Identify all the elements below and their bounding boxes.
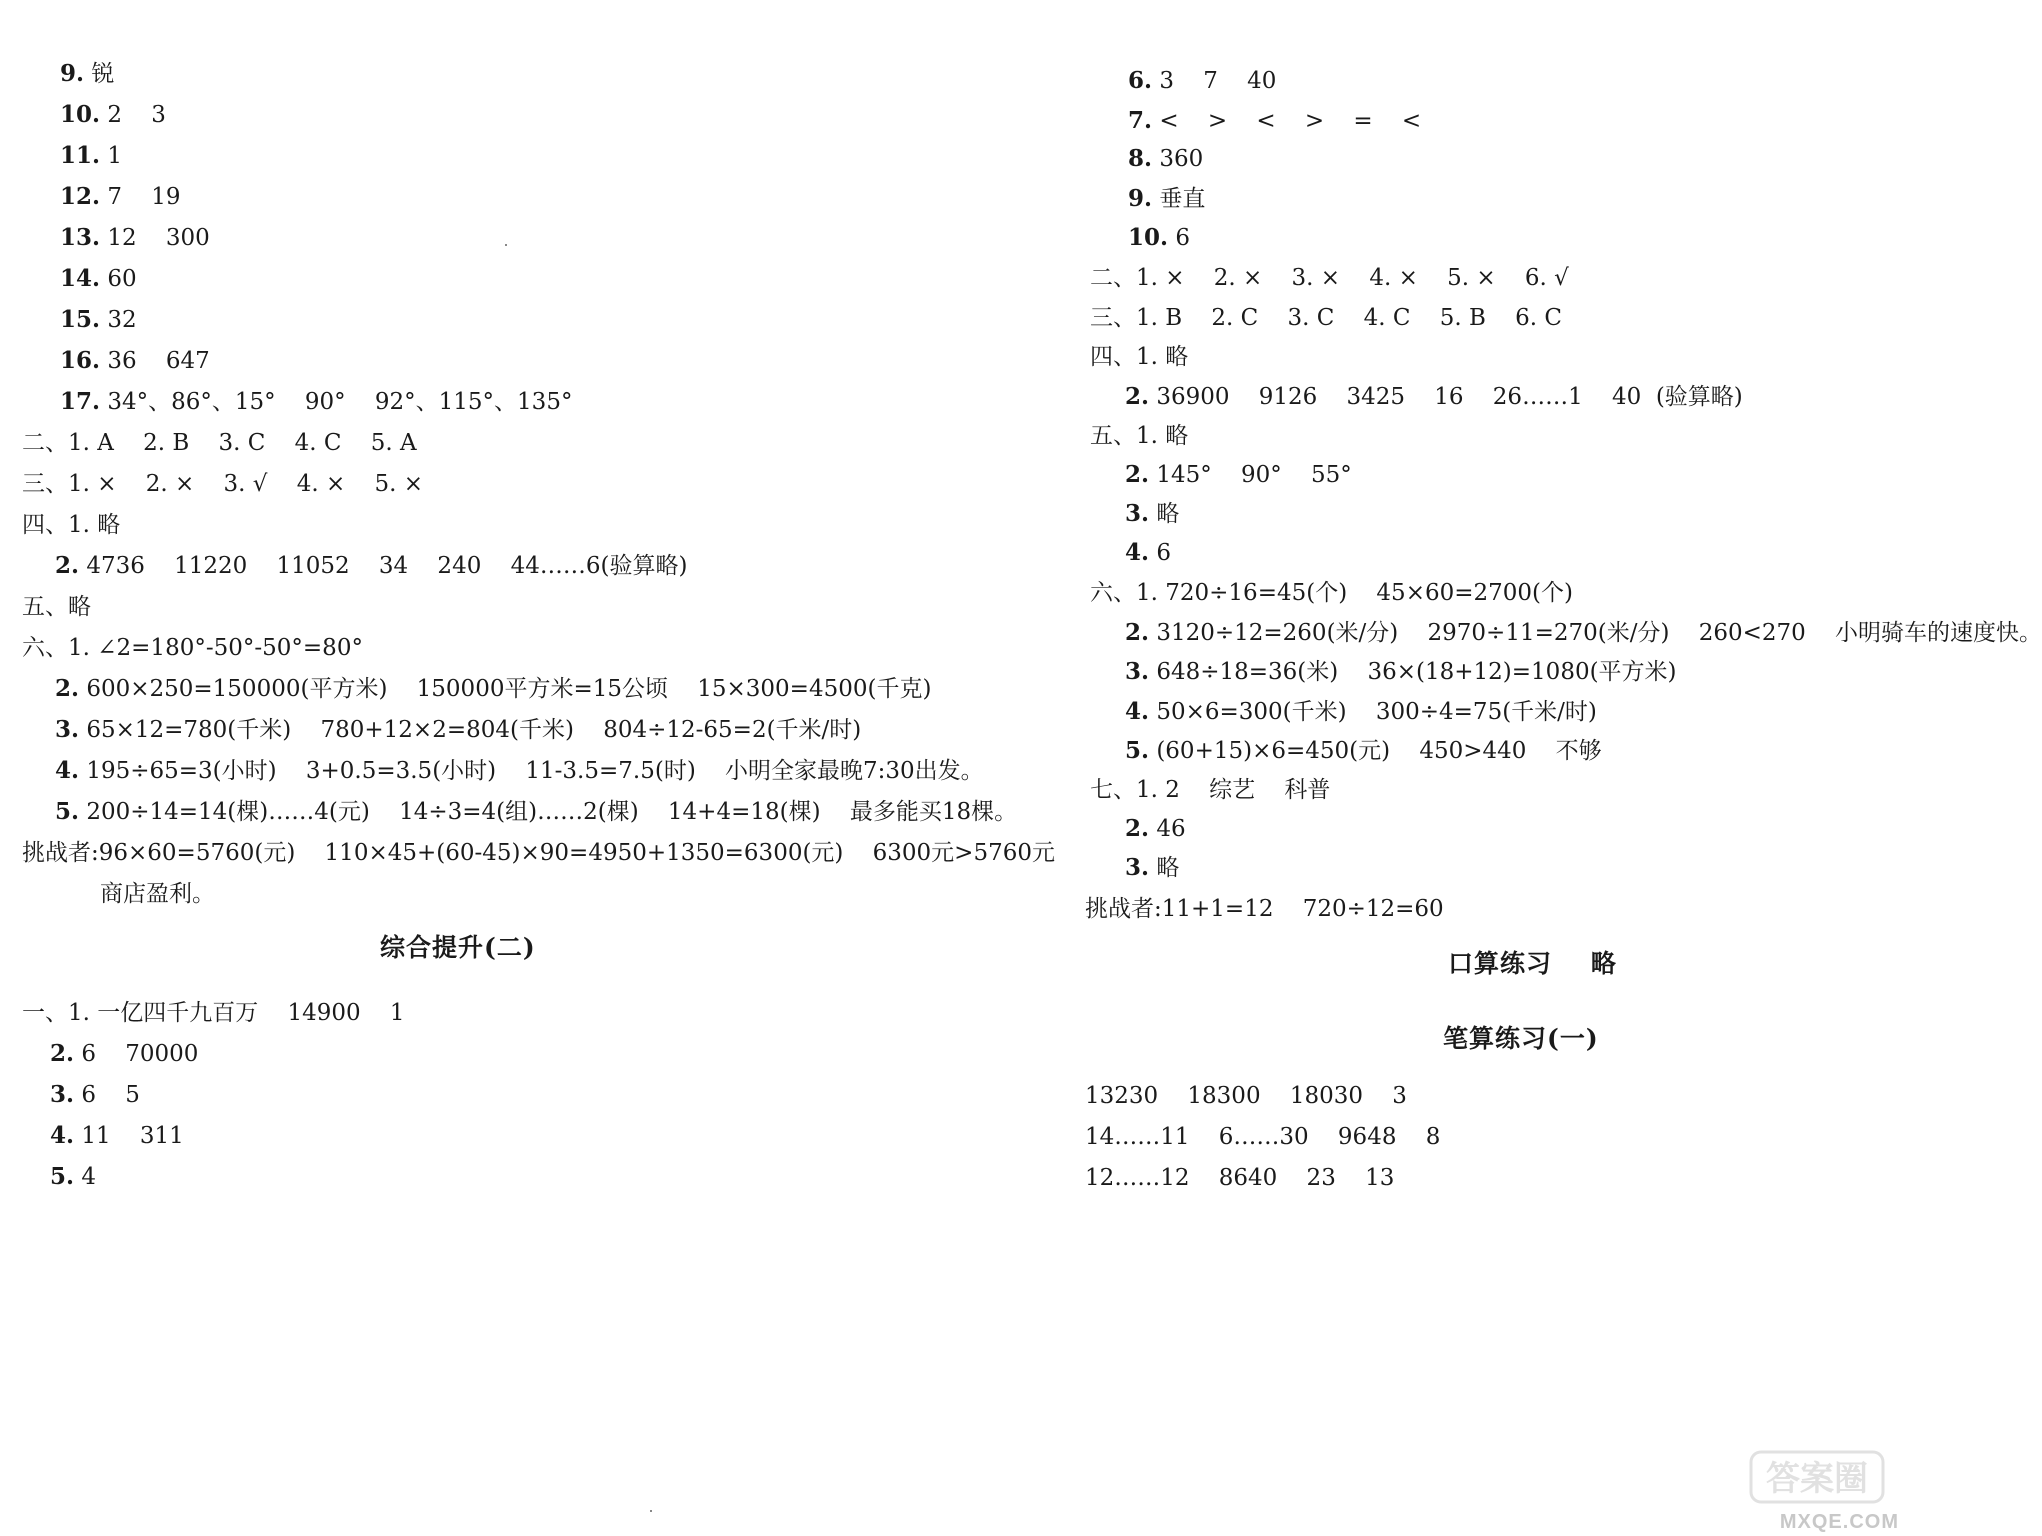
answer-line: 14. 60: [60, 265, 137, 292]
scan-speck: [650, 1510, 652, 1512]
answer-line: 3. 648÷18=36(米) 36×(18+12)=1080(平方米): [1125, 658, 1677, 685]
answer-line: 挑战者:96×60=5760(元) 110×45+(60-45)×90=4950+1350=6300(元) 6300元>5760元: [22, 840, 1055, 866]
answer-line: 4. 6: [1125, 539, 1171, 566]
answer-line: 3. 略: [1125, 500, 1180, 527]
answer-line: 10. 6: [1128, 224, 1190, 251]
answer-line: 14……11 6……30 9648 8: [1085, 1124, 1441, 1150]
answer-line: 2. 46: [1125, 815, 1186, 842]
answer-line: 七、1. 2 综艺 科普: [1090, 777, 1331, 803]
answer-line: 三、1. B 2. C 3. C 4. C 5. B 6. C: [1090, 305, 1562, 331]
answer-line: 2. 3120÷12=260(米/分) 2970÷11=270(米/分) 260<270 小明骑车的速度快。: [1125, 619, 2042, 646]
section-heading: 口算练习 略: [1448, 949, 1617, 978]
watermark-url: MXQE.COM: [1779, 1511, 1899, 1533]
answer-line: 二、1. A 2. B 3. C 4. C 5. A: [22, 430, 417, 456]
answer-line: 二、1. × 2. × 3. × 4. × 5. × 6. √: [1090, 265, 1569, 291]
answer-line: 2. 4736 11220 11052 34 240 44……6(验算略): [55, 552, 688, 579]
answer-line: 12……12 8640 23 13: [1085, 1165, 1395, 1191]
answer-line: 3. 6 5: [50, 1081, 140, 1108]
answer-line: 5. 4: [50, 1163, 96, 1190]
answer-line: 三、1. × 2. × 3. √ 4. × 5. ×: [22, 471, 423, 497]
answer-line: 一、1. 一亿四千九百万 14900 1: [22, 1000, 405, 1026]
answer-line: 五、略: [22, 594, 91, 620]
answer-line: 9. 垂直: [1128, 185, 1206, 212]
answer-line: 12. 7 19: [60, 183, 181, 210]
answer-line: 2. 600×250=150000(平方米) 150000平方米=15公顷 15×300=4500(千克): [55, 675, 932, 702]
answer-line: 7. < > < > = <: [1128, 107, 1422, 134]
answer-line: 3. 略: [1125, 854, 1180, 881]
answer-line: 8. 360: [1128, 145, 1204, 172]
section-heading: 综合提升(二): [380, 933, 536, 962]
answer-line: 4. 195÷65=3(小时) 3+0.5=3.5(小时) 11-3.5=7.5(时) 小明全家最晚7:30出发。: [55, 757, 984, 784]
scan-speck: [505, 244, 507, 246]
answer-line: 六、1. ∠2=180°-50°-50°=80°: [22, 635, 363, 661]
answer-line: 挑战者:11+1=12 720÷12=60: [1085, 896, 1444, 922]
answer-line: 四、1. 略: [22, 512, 121, 538]
answer-line: 4. 11 311: [50, 1122, 184, 1149]
answer-line: 13230 18300 18030 3: [1085, 1083, 1407, 1109]
answer-line: 4. 50×6=300(千米) 300÷4=75(千米/时): [1125, 698, 1597, 725]
answer-line: 3. 65×12=780(千米) 780+12×2=804(千米) 804÷12-65=2(千米/时): [55, 716, 862, 743]
answer-line: 2. 145° 90° 55°: [1125, 461, 1352, 488]
answer-line: 5. (60+15)×6=450(元) 450>440 不够: [1125, 737, 1602, 764]
answer-line: 17. 34°、86°、15° 90° 92°、115°、135°: [60, 388, 573, 415]
answer-line: 10. 2 3: [60, 101, 166, 128]
answer-line: 商店盈利。: [100, 881, 215, 907]
svg-text:答案圈: 答案圈: [1766, 1459, 1868, 1499]
answer-line: 15. 32: [60, 306, 137, 333]
section-heading: 笔算练习(一): [1443, 1024, 1599, 1053]
answer-line: 5. 200÷14=14(棵)……4(元) 14÷3=4(组)……2(棵) 14+4=18(棵) 最多能买18棵。: [55, 798, 1018, 825]
answer-line: 13. 12 300: [60, 224, 210, 251]
answer-line: 2. 36900 9126 3425 16 26……1 40 (验算略): [1125, 383, 1743, 410]
answer-line: 四、1. 略: [1090, 344, 1189, 370]
answer-line: 五、1. 略: [1090, 423, 1189, 449]
answer-line: 11. 1: [60, 142, 122, 169]
answer-line: 6. 3 7 40: [1128, 67, 1277, 94]
answer-line: 2. 6 70000: [50, 1040, 199, 1067]
answer-line: 16. 36 647: [60, 347, 210, 374]
answer-line: 9. 锐: [60, 60, 115, 87]
answer-line: 六、1. 720÷16=45(个) 45×60=2700(个): [1090, 580, 1573, 606]
